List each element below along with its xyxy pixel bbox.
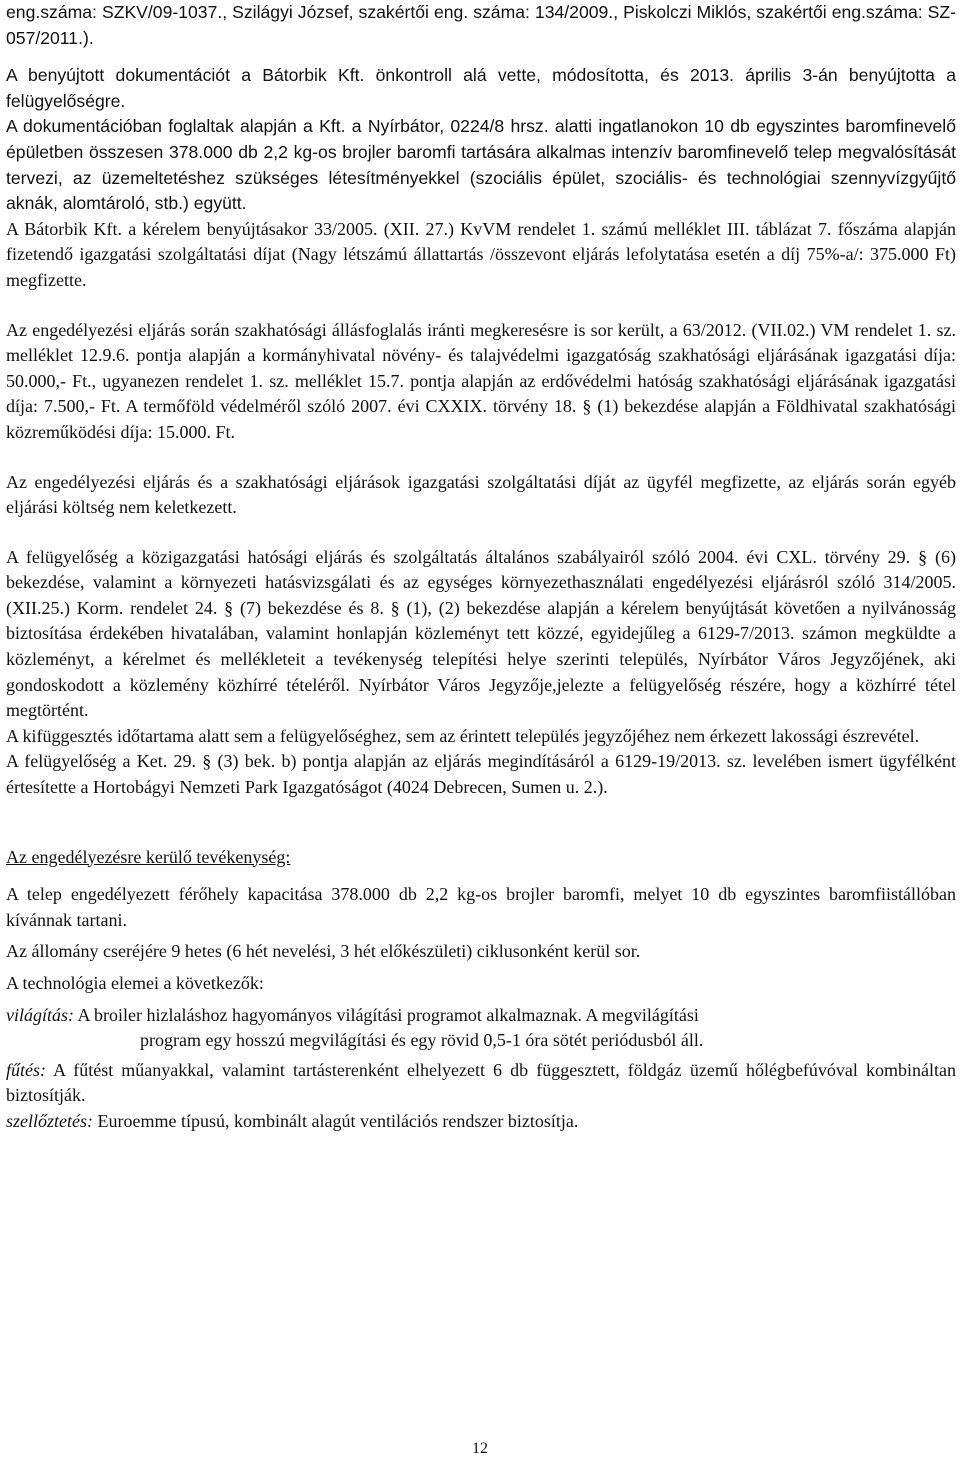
paragraph-specialist-authority: Az engedélyezési eljárás során szakhatósági állásfoglalás iránti megkeresésre is sor került, a 63/2012. (VII.02.) VM rendelet 1. sz. melléklet 12.9.6. pontja alapján a kormányhivatal növény- és talajvédelmi igazgatóság szakhatósági eljárásának igazgatási díja: 50.000,- Ft., ugyanezen rendelet 1. sz. melléklet 15.7. pontja alapján az erdővédelmi hatóság szakhatósági eljárásának igazgatási díja: 7.500,- Ft. A termőföld védelméről szóló 2007. évi CXXIX. törvény 18. § (1) bekezdése alapján a Földhivatal szakhatósági közreműködési díja: 15.000. Ft. — [6, 319, 956, 442]
paragraph-fee-payment: A Bátorbik Kft. a kérelem benyújtásakor 33/2005. (XII. 27.) KvVM rendelet 1. számú melléklet III. táblázat 7. főszáma alapján fizetendő igazgatási szolgáltatási díjat (Nagy létszámú állattartás /összevont eljárás lefolytatása esetén a díj 75%-a/: 375.000 Ft) megfizette. — [6, 218, 956, 290]
paragraph-documentation: A dokumentációban foglaltak alapján a Kft. a Nyírbátor, 0224/8 hrsz. alatti ingatlanokon 10 db egyszintes baromfinevelő épületben összesen 378.000 db 2,2 kg-os brojler baromfi tartására alkalmas intenzív baromfinevelő telep megvalósítását tervezi, az üzemeltetéshez szükséges létesítményekkel (szociális épület, szociális- és technológiai szennyvízgyűjtő aknák, alomtároló, stb.) együtt. — [6, 116, 956, 214]
item-ventilation — [6, 1109, 956, 1135]
document-page — [6, 0, 956, 1135]
lighting-term: világítás: — [6, 1004, 74, 1025]
ventilation-term: szellőztetés: — [6, 1110, 93, 1131]
paragraph-fees-paid: Az engedélyezési eljárás és a szakhatósági eljárások igazgatási szolgáltatási díját az ügyfél megfizette, az eljárás során egyéb eljárási költség nem keletkezett. — [6, 471, 956, 518]
item-heating — [6, 1058, 956, 1109]
paragraph-capacity: A telep engedélyezett férőhely kapacitása 378.000 db 2,2 kg-os brojler baromfi, melyet 10 db egyszintes baromfiistállóban kívánnak tartani. — [6, 884, 956, 930]
heating-term: fűtés: — [6, 1059, 46, 1080]
lighting-text-2: program egy hosszú megvilágítási és egy rövid 0,5-1 óra sötét periódusból áll. — [140, 1030, 704, 1051]
paragraph-publicity: A felügyelőség a közigazgatási hatósági eljárás és szolgáltatás általános szabályairól szóló 2004. évi CXL. törvény 29. § (6) bekezdése, valamint a környezeti hatásvizsgálati és az egységes környezethasználati engedélyezési eljárásról szóló 314/2005. (XII.25.) Korm. rendelet 24. § (7) bekezdése és 8. § (1), (2) bekezdése alapján a kérelem benyújtását követően a nyilvánosság biztosítása érdekében hivatalában, valamint honlapján közleményt tett közzé, egyidejűleg a 6129-7/2013. számon megküldte a közleményt, a kérelmet és mellékleteit a tevékenység telepítési helye szerinti település, Nyírbátor Város Jegyzőjének, aki gondoskodott a közlemény közhírré tételéről. Nyírbátor Város Jegyzője,jelezte a felügyelőség részére, hogy a közhírré tétel megtörtént. — [6, 546, 956, 721]
paragraph-technology-intro: A technológia elemei a következők: — [6, 973, 264, 993]
section-heading: Az engedélyezésre kerülő tevékenység: — [6, 846, 291, 867]
ventilation-text: Euroemme típusú, kombinált alagút ventilációs rendszer biztosítja. — [93, 1110, 579, 1131]
item-lighting — [6, 1003, 956, 1029]
paragraph-expert-ids: eng.száma: SZKV/09-1037., Szilágyi József, szakértői eng. száma: 134/2009., Piskolczi Miklós, szakértői eng.száma: SZ-057/2011.). — [6, 2, 956, 48]
page-number: 12 — [472, 1440, 488, 1457]
lighting-text-1: A broiler hizlaláshoz hagyományos világítási programot alkalmaznak. A megvilágítási — [74, 1004, 699, 1025]
paragraph-cycle: Az állomány cseréjére 9 hetes (6 hét nevelési, 3 hét előkészületi) ciklusonként kerül sor. — [6, 941, 641, 962]
paragraph-submission: A benyújtott dokumentációt a Bátorbik Kft. önkontroll alá vette, módosította, és 2013. április 3-án benyújtotta a felügyelőségre. — [6, 65, 956, 111]
heating-text: A fűtést műanyakkal, valamint tartásterenként elhelyezett 6 db függesztett, földgáz üzemű hőlégbefúvóval kombináltan biztosítják. — [6, 1059, 956, 1106]
paragraph-no-comments: A kifüggesztés időtartama alatt sem a felügyelőséghez, sem az érintett település jegyzőjéhez nem érkezett lakossági észrevétel. — [6, 725, 920, 746]
paragraph-national-park-notice: A felügyelőség a Ket. 29. § (3) bek. b) pontja alapján az eljárás megindításáról a 6129-19/2013. sz. levelében ismert ügyfélként értesítette a Hortobágyi Nemzeti Park Igazgatóságot (4024 Debrecen, Sumen u. 2.). — [6, 751, 956, 798]
